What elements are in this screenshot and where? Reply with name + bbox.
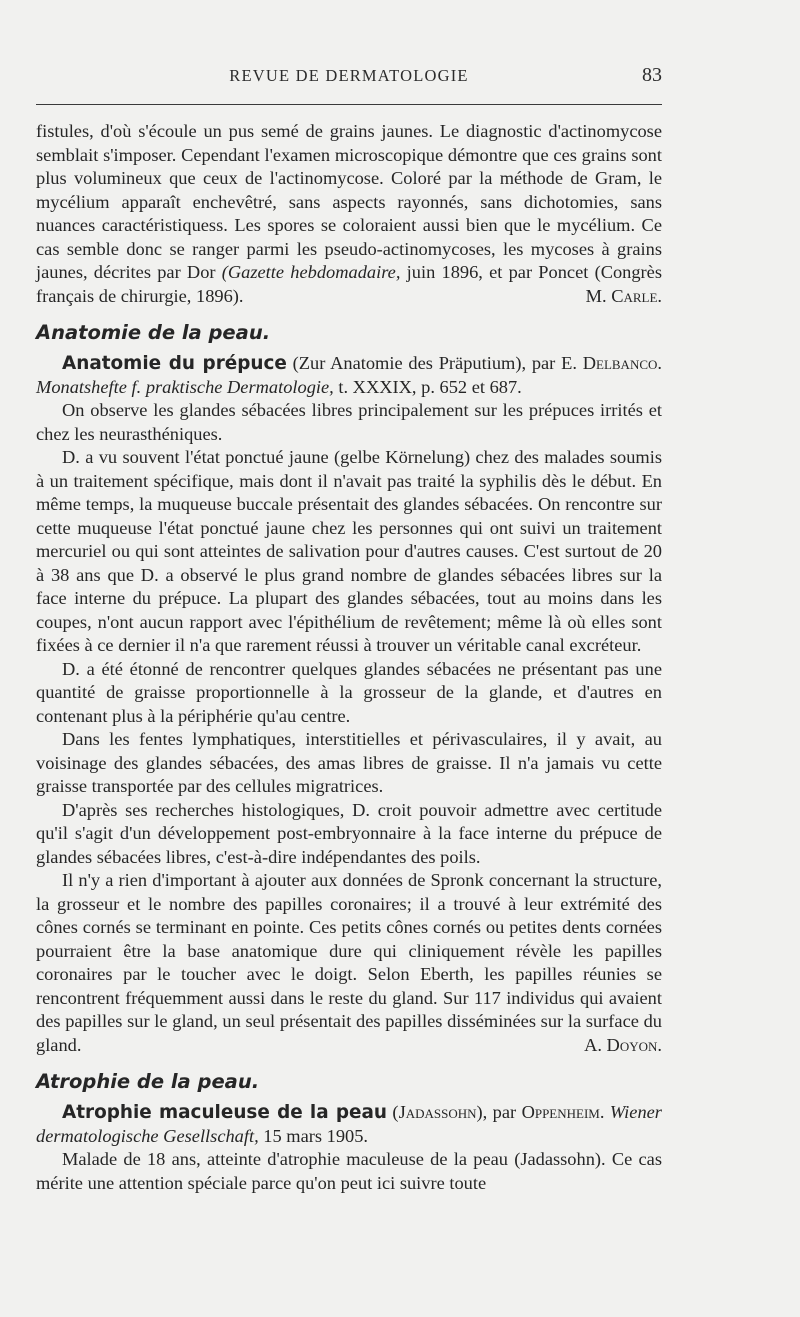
article-paren-open: (: [387, 1102, 399, 1122]
paragraph: On observe les glandes sébacées libres principalement sur les prépuces irrités et chez les neurasthéniques.: [36, 400, 662, 444]
article-header-atrophie: [36, 1101, 662, 1148]
intro-text: fistules, d'où s'écoule un pus semé de grains jaunes. Le diagnostic d'actinomycose semblait s'imposer. Cependant l'examen microscopique démontre que ces grains sont plus volumineux que ceux de l'actinomycose. Coloré par la méthode de Gram, le mycélium apparaît enchevêtré, sans aspects rayonnés, sans dichotomies, sans nuances caractéristiquess. Les spores se coloraient aussi bien que le mycélium. Ce cas semble donc se ranger parmi les pseudo-actinomycoses, les mycoses à grains jaunes, décrites par Dor: [36, 121, 662, 282]
paragraph-last: [36, 869, 662, 1057]
article-subtitle: (Zur Anatomie des Präputium), par E.: [286, 353, 583, 373]
article-author: Oppenheim.: [521, 1102, 605, 1122]
article-journal: Wiener dermatologische Gesellschaft,: [36, 1102, 662, 1146]
section-heading-atrophie: Atrophie de la peau.: [36, 1070, 260, 1093]
intro-paragraph: [36, 120, 662, 308]
article-header-anatomie: [36, 352, 662, 399]
section-heading-anatomie: Anatomie de la peau.: [36, 321, 271, 344]
paragraph: Malade de 18 ans, atteinte d'atrophie maculeuse de la peau (Jadassohn). Ce cas mérite une attention spéciale parce qu'on peut ici suivre toute: [36, 1149, 662, 1193]
article-date: 15 mars 1905.: [258, 1125, 369, 1146]
article-journal: Monatshefte f. praktische Dermatologie,: [36, 376, 334, 397]
header-rule: [36, 104, 662, 105]
intro-text-after: juin 1896, et par Poncet (Congrès français de chirurgie, 1896).: [36, 262, 662, 306]
running-title: REVUE DE DERMATOLOGIE: [229, 66, 469, 85]
paragraph: D'après ses recherches histologiques, D. croit pouvoir admettre avec certitude qu'il s'agit d'un développement post-embryonnaire à la face interne du prépuce de glandes sébacées libres, c'est-à-dire indépendantes des poils.: [36, 799, 662, 867]
article-eponym: Jadassohn: [398, 1102, 477, 1122]
paragraph: D. a vu souvent l'état ponctué jaune (gelbe Körnelung) chez des malades soumis à un traitement spécifique, mais dont il n'avait pas traité la syphilis dès le début. En même temps, la muqueuse buccale présentait des glandes sébacées. On rencontre sur cette muqueuse l'état ponctué jaune chez les personnes qui ont suivi un traitement mercuriel ou qui sont atteintes de salivation pour d'autres causes. C'est surtout de 20 à 38 ans que D. a observé le plus grand nombre de glandes sébacées libres sur la face interne du prépuce. La plupart des glandes sébacées, tout au moins dans les coupes, n'ont aucun rapport avec l'épithélium de revêtement; même là où elles sont fixées à ce dernier il n'a que rarement réussi à trouver un véritable canal excréteur.: [36, 447, 662, 655]
article-title: Atrophie maculeuse de la peau: [62, 1102, 388, 1123]
page-number: 83: [642, 64, 662, 86]
running-head: [36, 66, 662, 92]
signature-doyon: A. Doyon.: [584, 1034, 662, 1055]
paragraph-last-text: Il n'y a rien d'important à ajouter aux données de Spronk concernant la structure, la grosseur et le nombre des papilles coronaires; il a trouvé à leur extrémité des cônes cornés se terminant en pointe. Ces petits cônes cornés ou petites dents cornées pourraient être la base anatomique dure qui cliniquement révèle les papilles coronaires par le toucher avec le doigt. Selon Eberth, les papilles réunies se rencontrent fréquemment aussi dans le reste du gland. Sur 117 individus qui avaient des papilles sur le gland, un seul présentait des papilles disséminées sur la surface du gland.: [36, 870, 662, 1055]
paragraph: Dans les fentes lymphatiques, interstitielles et périvasculaires, il y avait, au voisinage des glandes sébacées, des amas libres de graisse. Il n'a jamais vu cette graisse transportée par des cellules migratrices.: [36, 729, 662, 796]
signature-carle: M. Carle.: [585, 285, 662, 306]
article-author: Delbanco.: [582, 353, 662, 373]
paragraph: D. a été étonné de rencontrer quelques glandes sébacées ne présentant pas une quantité de graisse proportionnelle à la grosseur de la glande, et d'autres en contenant plus à la périphérie qu'au centre.: [36, 658, 662, 726]
intro-citation: (Gazette hebdomadaire,: [221, 262, 401, 282]
article-paren-close: ), par: [476, 1102, 522, 1122]
article-title: Anatomie du prépuce: [62, 353, 287, 374]
article-ref: t. XXXIX, p. 652 et 687.: [333, 376, 522, 397]
body-text: [36, 120, 662, 1195]
